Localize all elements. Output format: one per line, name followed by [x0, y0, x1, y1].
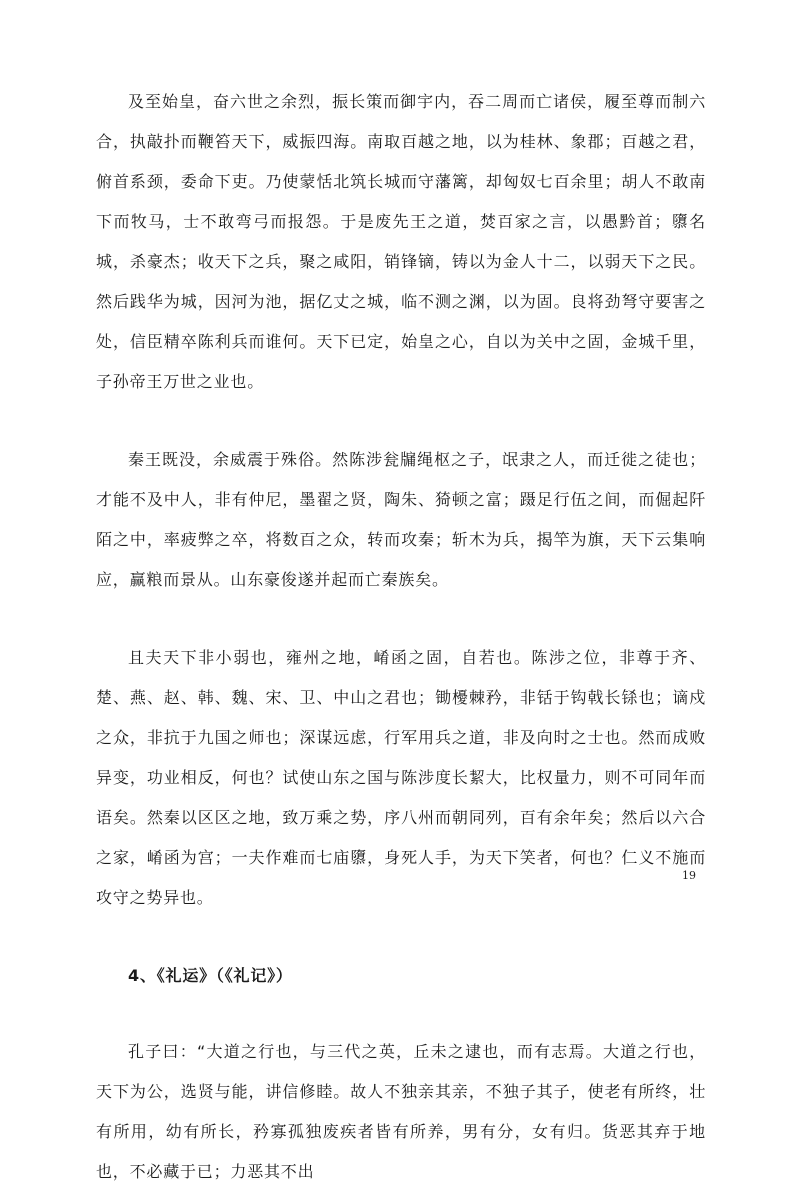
paragraph-chen-she: 秦王既没，余威震于殊俗。然陈涉瓮牖绳枢之子，氓隶之人，而迁徙之徒也；才能不及中人，非有仲尼，墨翟之贤，陶朱、猗顿之富；蹑足行伍之间，而倔起阡陌之中，率疲弊之卒，将数百之众，转而攻秦；斩木为兵，揭竿为旗，天下云集响应，赢粮而景从。山东豪俊遂并起而亡秦族矣。	[96, 450, 706, 589]
paragraph-confucius: 孔子曰：“大道之行也，与三代之英，丘未之逮也，而有志焉。大道之行也，天下为公，选贤与能，讲信修睦。故人不独亲其亲，不独子其子，使老有所终，壮有所用，幼有所长，矜寡孤独废疾者皆有所养，男有分，女有归。货恶其弃于地也，不必藏于已；力恶其不出	[96, 1042, 706, 1181]
paragraph-conclusion: 且夫天下非小弱也，雍州之地，崤函之固，自若也。陈涉之位，非尊于齐、楚、燕、赵、韩、魏、宋、卫、中山之君也；锄櫌棘矜，非铦于钩戟长铩也；谪戍之众，非抗于九国之师也；深谋远虑，行军用兵之道，非及向时之士也。然而成败异变，功业相反，何也？试使山东之国与陈涉度长絜大，比权量力，则不可同年而语矣。然秦以区区之地，致万乘之势，序八州而朝同列，百有余年矣；然后以六合之家，崤函为宫；一夫作难而七庙隳，身死人手，为天下笑者，何也？仁义不施而攻守之势异也。	[96, 648, 706, 907]
paragraph-first-emperor: 及至始皇，奋六世之余烈，振长策而御宇内，吞二周而亡诸侯，履至尊而制六合，执敲扑而鞭笞天下，威振四海。南取百越之地，以为桂林、象郡；百越之君，俯首系颈，委命下吏。乃使蒙恬北筑长城而守藩篱，却匈奴七百余里；胡人不敢南下而牧马，士不敢弯弓而报怨。于是废先王之道，焚百家之言，以愚黔首；隳名城，杀豪杰；收天下之兵，聚之咸阳，销锋镝，铸以为金人十二，以弱天下之民。然后践华为城，因河为池，据亿丈之城，临不测之渊，以为固。良将劲弩守要害之处，信臣精卒陈利兵而谁何。天下已定，始皇之心，自以为关中之固，金城千里，子孙帝王万世之业也。	[96, 92, 706, 391]
section-heading-li-yun: 4、《礼运》（《礼记》）	[128, 966, 293, 985]
page-number: 19	[682, 869, 696, 882]
document-body	[96, 82, 706, 1192]
